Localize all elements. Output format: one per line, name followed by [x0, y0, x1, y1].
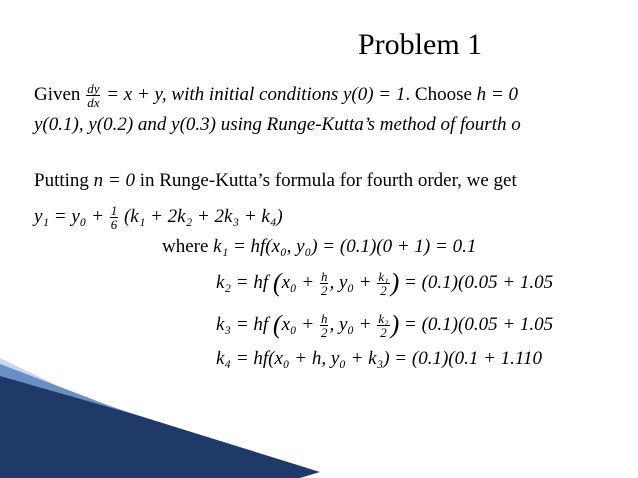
k2-h-numerator: h [320, 269, 328, 284]
one-sixth-fraction [110, 204, 119, 231]
k2-rhs: = (0.1)(0.05 + 1.05 [399, 271, 554, 293]
given-label: Given [34, 83, 81, 105]
k2-line [216, 267, 554, 298]
choose-text: . Choose [405, 83, 477, 105]
k3-line [216, 309, 554, 340]
slide-title: Problem 1 [358, 28, 483, 61]
find-line: y(0.1), y(0.2) and y(0.3) using Runge-Kutta’s method of fourth o [34, 114, 521, 135]
putting-prefix: Putting [34, 170, 94, 191]
one-sixth-denominator: 6 [110, 217, 118, 232]
k3-k-fraction [377, 312, 389, 339]
k3-h-fraction [320, 312, 329, 339]
k1-line [162, 236, 476, 258]
k3-rhs: = (0.1)(0.05 + 1.05 [399, 313, 554, 335]
k4-line: k₄ = hf(x₀ + h, y₀ + k₃) = (0.1)(0.1 + 1.110 [216, 348, 543, 369]
given-line [34, 82, 518, 109]
k1-expression: k₁ = hf(x₀, y₀) = (0.1)(0 + 1) = 0.1 [213, 236, 477, 257]
derivative-denominator: dx [87, 95, 100, 110]
k2-close-paren: ) [390, 267, 400, 297]
k2-lhs: k₂ = hf [216, 271, 273, 293]
k3-y-part: , y₀ + [329, 313, 377, 335]
k3-h-denominator: 2 [320, 325, 328, 340]
derivative-fraction [86, 82, 100, 109]
k3-k-numerator: k₂ [378, 311, 389, 326]
k2-k-fraction [377, 270, 389, 297]
rk-rhs: (k₁ + 2k₂ + 2k₃ + k₄) [123, 205, 283, 227]
k2-k-denominator: 2 [380, 283, 387, 298]
k2-h-denominator: 2 [320, 283, 328, 298]
initial-condition: y(0) = 1 [342, 83, 406, 105]
k2-k-numerator: k₁ [378, 269, 389, 284]
k3-close-paren: ) [390, 309, 400, 339]
k2-open-paren: ( [272, 267, 282, 297]
step-size: h = 0 [476, 83, 518, 105]
decorative-swoosh [0, 358, 638, 478]
rk-formula [34, 204, 283, 231]
k3-x-part: x₀ + [281, 313, 319, 335]
given-equation: = x + y, with initial conditions [106, 83, 343, 105]
derivative-numerator: dy [87, 81, 100, 96]
swoosh-dark [0, 376, 320, 478]
putting-suffix: in Runge-Kutta’s formula for fourth order, we get [134, 170, 517, 191]
k2-h-fraction [320, 270, 329, 297]
rk-lhs: y₁ = y₀ + [34, 205, 109, 227]
k3-h-numerator: h [320, 311, 328, 326]
where-label: where [162, 236, 214, 257]
k2-y-part: , y₀ + [329, 271, 377, 293]
k3-lhs: k₃ = hf [216, 313, 273, 335]
n-equation: n = 0 [93, 170, 135, 191]
k3-k-denominator: 2 [380, 325, 387, 340]
one-sixth-numerator: 1 [110, 203, 118, 218]
k2-x-part: x₀ + [281, 271, 319, 293]
putting-line [34, 170, 517, 192]
k3-open-paren: ( [272, 309, 282, 339]
